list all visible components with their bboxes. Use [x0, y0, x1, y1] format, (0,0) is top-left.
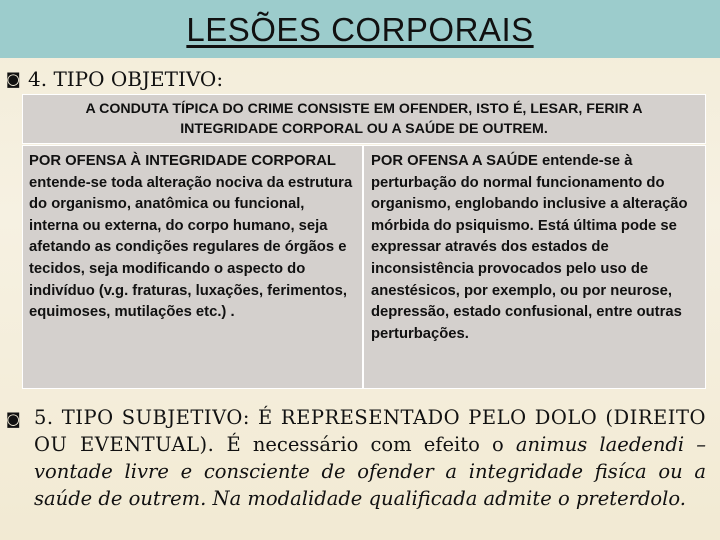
item-4-label: 4. TIPO OBJETIVO:	[28, 67, 224, 91]
comparison-table	[22, 145, 706, 389]
integridade-corporal-cell: POR OFENSA À INTEGRIDADE CORPORAL entende-se toda alteração nociva da estrutura do organismo, anatômica ou funcional, interna ou externa, do corpo humano, seja afetando as condições regulares de órgãos e tecidos, seja modificando o aspecto do indivíduo (v.g. fraturas, luxações, ferimentos, equimoses, mutilações etc.) .	[23, 146, 364, 388]
slide-title: LESÕES CORPORAIS	[186, 11, 534, 48]
bullet-icon: ◙	[6, 410, 21, 428]
item-5-paragraph	[6, 404, 706, 512]
item-4-heading	[6, 66, 223, 92]
bullet-icon: ◙	[6, 70, 21, 88]
item-5-animus: animus	[515, 433, 588, 456]
definition-box	[22, 94, 706, 144]
title-bar	[0, 0, 720, 58]
item-5-heading: 5. TIPO SUBJETIVO: É REPRESENTADO PELO DOLO (DIREITO OU EVENTUAL).	[34, 406, 706, 456]
definition-text: A CONDUTA TÍPICA DO CRIME CONSISTE EM OFENDER, ISTO É, LESAR, FERIR A INTEGRIDADE CORPORAL OU A SAÚDE DE OUTREM.	[85, 101, 643, 137]
saude-cell: POR OFENSA A SAÚDE entende-se à perturbação do normal funcionamento do organismo, englobando inclusive a alteração mórbida do psiquismo. Está última pode se expressar através dos estados de inconsistência provocados pelo uso de anestésicos, por exemplo, ou por neurose, depressão, estado confusional, entre outras perturbações.	[371, 153, 688, 342]
item-5-italic-text: laedendi – vontade livre e consciente de ofender a integridade fisíca ou a saúde de outrem. Na modalidade qualificada admite o preterdolo.	[34, 433, 706, 510]
item-5-plain-text: É necessário com efeito o	[214, 433, 516, 456]
